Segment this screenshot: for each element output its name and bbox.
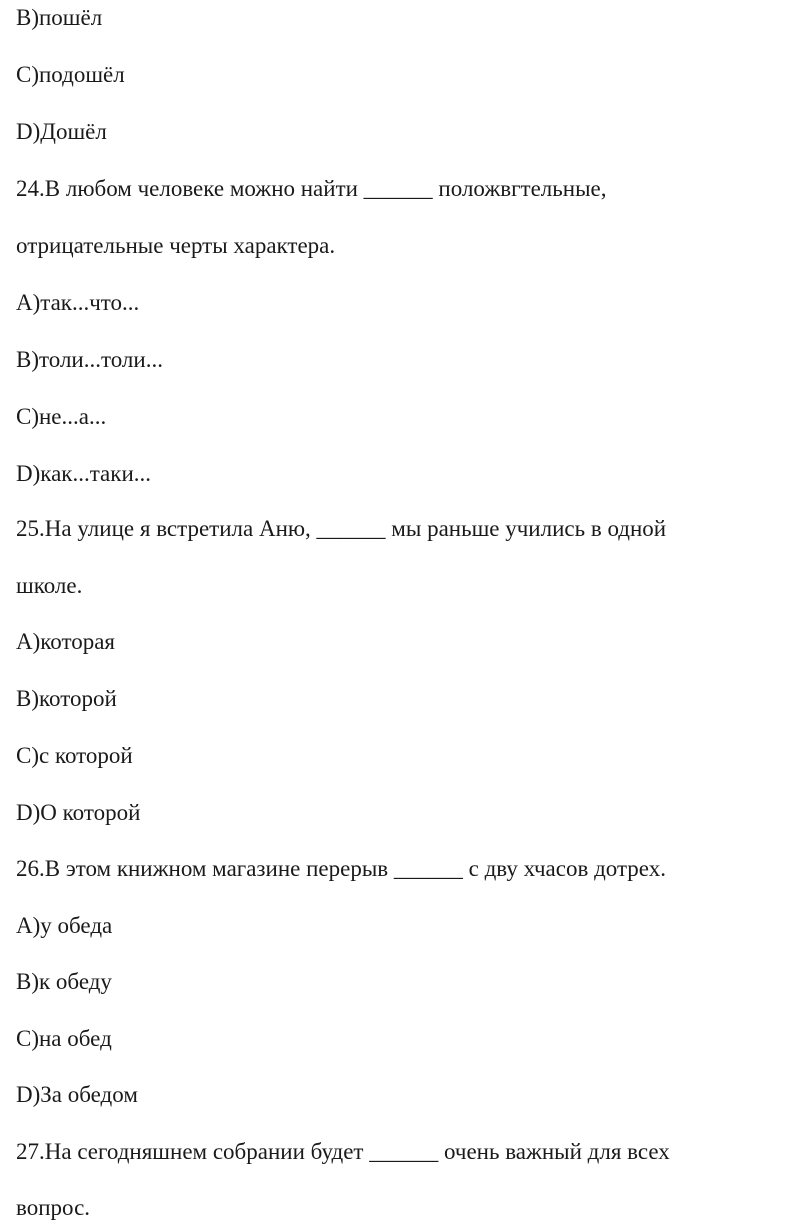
option-c-q24: C)не...а...: [16, 404, 107, 429]
option-c-q26: C)на обед: [16, 1026, 112, 1051]
option-a-q24: A)так...что...: [16, 290, 140, 315]
question-24-line-2: отрицательные черты характера.: [16, 233, 336, 258]
option-c-q25: C)с которой: [16, 743, 133, 768]
option-c-q23: C)подошёл: [16, 62, 125, 87]
question-24-line-1: 24.В любом человеке можно найти ______ положвгтельные,: [16, 176, 607, 201]
question-26: 26.В этом книжном магазине перерыв ______ с дву хчасов дотрех.: [16, 856, 666, 881]
question-25-line-2: школе.: [16, 573, 83, 598]
option-b-q23: B)пошёл: [16, 5, 103, 30]
question-27-line-2: вопрос.: [16, 1195, 91, 1220]
option-a-q25: A)которая: [16, 629, 116, 654]
question-25-line-1: 25.На улице я встретила Аню, ______ мы раньше учились в одной: [16, 516, 667, 541]
option-b-q26: B)к обеду: [16, 969, 112, 994]
question-27-line-1: 27.На сегодняшнем собрании будет ______ очень важный для всех: [16, 1139, 670, 1164]
option-d-q26: D)За обедом: [16, 1082, 138, 1107]
option-b-q25: B)которой: [16, 686, 117, 711]
option-d-q24: D)как...таки...: [16, 461, 152, 486]
option-a-q26: A)у обеда: [16, 913, 113, 938]
option-b-q24: B)толи...толи...: [16, 347, 163, 372]
option-d-q23: D)Дошёл: [16, 119, 107, 144]
option-d-q25: D)О которой: [16, 800, 141, 825]
